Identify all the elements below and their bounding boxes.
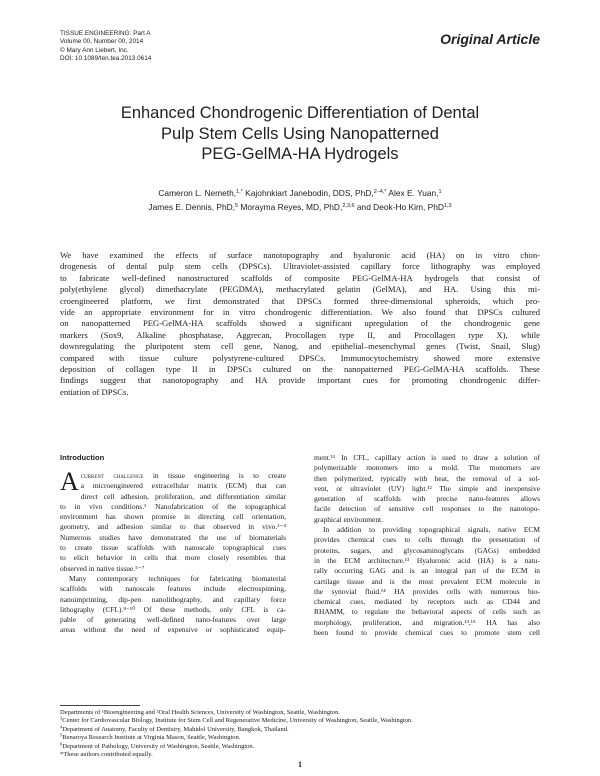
abstract-line: poly(ethylene glycol) dimethacrylate (PEGDMA), methacrylated gelatin (GelMA), and HA. Using this mi- (60, 284, 540, 295)
author-name: Cameron L. Nemeth, (158, 188, 237, 198)
body-line: chemical cues, mediated by receptors such as CD44 and (314, 597, 540, 607)
author-line (60, 200, 540, 214)
footnote-text: Benaroya Research Institute at Virginia Mason, Seattle, Washington. (62, 734, 241, 742)
body-line: RHAMM, to regulate the behavioral aspects of cells such as (314, 607, 540, 617)
body-line: direct cell adhesion, proliferation, and differentiation similar (80, 491, 286, 501)
footnote-text: Department of Pathology, University of Washington, Seattle, Washington. (62, 742, 255, 750)
body-line: geometry, and adhesion similar to that observed in vivo.²⁻⁴ (60, 522, 286, 532)
body-line: in the ECM architecture.¹³ Hyaluronic acid (HA) is a natu- (314, 555, 540, 565)
footnote (60, 751, 540, 759)
body-line: to elicit behavior in cells that more closely resembles that (60, 553, 286, 563)
abstract-line: compared with tissue culture polystyrene-cultured DPSCs. Immunocytochemistry showed more extensive (60, 352, 540, 363)
body-line: been found to provide chemical cues to promote stem cell (314, 628, 540, 638)
title-line: Enhanced Chondrogenic Differentiation of Dental (120, 104, 480, 122)
body-line: vent, or ultraviolet (UV) light.¹² The simple and inexpensive (314, 483, 540, 493)
abstract-line: findings suggest that nanotopography and HA provide important cues for promoting chondrogenic differ- (60, 375, 540, 386)
body-column-right (314, 453, 540, 638)
body-line: lithography (CFL).⁸⁻¹⁰ Of these methods, only CFL is ca- (60, 604, 286, 614)
body-line-text: in tissue engineering is to create (143, 471, 286, 480)
author-affiliation-mark: 1 (438, 189, 442, 195)
body-line: cartilage tissue and is the most prevalent ECM molecule in (314, 576, 540, 586)
body-line: areas without the need of expensive or sophisticated equip- (60, 625, 286, 635)
body-line: then polymerized, typically with heat, the removal of a sol- (314, 473, 540, 483)
body-line: facile detection of sensitive cell responses to the nanotopo- (314, 504, 540, 514)
body-line: pable of generating well-defined nano-features over large (60, 615, 286, 625)
body-line: rally occurring GAG and is an integral part of the ECM in (314, 566, 540, 576)
body-line: nanoimprinting, dip-pen nanolithography, and capillary force (60, 594, 286, 604)
author-name: Kajohnkiart Janebodin, DDS, PhD, (242, 188, 374, 198)
body-line: environment has shown promise in directing cell orientation, (60, 512, 286, 522)
author-name: James E. Dennis, PhD, (148, 202, 235, 212)
journal-doi: DOI: 10.1089/ten.tea.2013.0614 (60, 54, 152, 62)
journal-volume: Volume 00, Number 00, 2014 (60, 38, 144, 46)
body-line: morphology, proliferation, and migration.¹³,¹⁵ HA has also (314, 617, 540, 627)
body-line: to create tissue scaffolds with nanoscale topographical cues (60, 543, 286, 553)
footnote-mark: 6 (60, 741, 63, 747)
body-line: graphical environment. (314, 514, 383, 524)
footnote-mark: * (60, 751, 64, 759)
abstract-line: croengineered platform, we first demonstrated that DPSCs formed three-dimensional spheroids, which pro- (60, 295, 540, 306)
abstract-line: We have examined the effects of surface nanotopography and hyaluronic acid (HA) on in vitro chon- (60, 250, 540, 260)
author-list (60, 186, 540, 214)
page-number: 1 (298, 760, 302, 769)
author-affiliation-mark: 1,3 (443, 203, 452, 209)
body-line (81, 471, 286, 481)
footnote (60, 734, 540, 742)
article-title (60, 103, 540, 165)
footnote-text: Department of Anatomy, Faculty of Dentistry, Mahidol University, Bangkok, Thailand. (62, 725, 289, 733)
abstract (60, 250, 540, 398)
footnote (60, 726, 540, 734)
small-caps-lead: current challenge (80, 471, 144, 480)
abstract-line: downregulating the pluripotent stem cell gene, Nanog, and epithelial–mesenchymal genes (Twist, Snail, Slug) (60, 341, 540, 352)
footnote-text: Center for Cardiovascular Biology, Institute for Stem Cell and Regenerative Medicine, University of Washington, Seattle, Washington. (62, 717, 413, 725)
body-line: polymerizable monomers into a mold. The monomers are (314, 463, 540, 473)
author-affiliation-mark: 5 (235, 203, 239, 209)
author-name: Morayma Reyes, MD, PhD, (238, 202, 343, 212)
journal-name: TISSUE ENGINEERING: Part A (60, 30, 151, 37)
footnote-mark: 3 (60, 715, 63, 721)
footnote (60, 717, 540, 725)
abstract-line: entiation of DPSCs. (60, 386, 129, 397)
abstract-line: on nanopatterned PEG-GelMA-HA scaffolds showed a significant upregulation of the chondrogenic gene (60, 318, 540, 329)
title-line: PEG-GelMA-HA Hydrogels (201, 145, 399, 163)
body-line: scaffolds with nanoscale features include electrospinning, (60, 584, 286, 594)
body-line: provides chemical cues to cells through the presentation of (314, 535, 540, 545)
body-line: ment.¹¹ In CFL, capillary action is used to draw a solution of (314, 453, 540, 462)
abstract-line: vide an appropriate environment for in vitro chondrogenic differentiation. We also found that DPSCs cultured (60, 307, 540, 318)
author-affiliation-mark: 1,* (236, 189, 243, 195)
author-name: Alex E. Yuan, (386, 188, 439, 198)
footnote-divider (60, 705, 140, 706)
body-column-left (60, 453, 286, 636)
footnote-mark: 4 (60, 724, 63, 730)
body-line: a microengineered extracellular matrix (ECM) that can (80, 481, 286, 491)
author-line (60, 186, 540, 200)
body-line: proteins, sugars, and glycosaminoglycans (GAGs) embedded (314, 545, 540, 555)
abstract-line: deposition of collagen type II in DPSCs cultured on the nanopatterned PEG-GelMA-HA scaffolds. These (60, 364, 540, 375)
affiliation-footnotes (60, 709, 540, 759)
body-line: the synovial fluid.¹⁴ HA provides cells with numerous bio- (314, 586, 540, 596)
abstract-line: drogenesis of dental pulp stem cells (DPSCs). Ultraviolet-assisted capillary force lithography was employed (60, 261, 540, 272)
body-line: In addition to providing topographical signals, native ECM (323, 525, 540, 535)
body-line: to in vivo conditions.¹ Nanofabrication of the topographical (60, 501, 286, 511)
footnote-text: These authors contributed equally. (63, 751, 153, 759)
abstract-line: markers (Sox9, Alkaline phosphatase, Aggrecan, Procollagen type II, and Procollagen type X), while (60, 329, 540, 340)
footnote (60, 743, 540, 751)
body-line: Numerous studies have demonstrated the use of biomaterials (60, 532, 286, 542)
body-line: Many contemporary techniques for fabricating biomaterial (69, 573, 286, 583)
footnote-text: Departments of ¹Bioengineering and ²Oral Health Sciences, University of Washington, Seattle, Washington. (60, 709, 341, 716)
section-heading-introduction: Introduction (60, 453, 105, 462)
author-affiliation-mark: 2,3,6 (342, 203, 355, 209)
journal-copyright: © Mary Ann Liebert, Inc. (60, 46, 129, 54)
author-name: and Deok-Ho Kim, PhD (354, 202, 444, 212)
journal-metadata (60, 30, 151, 63)
body-line: observed in native tissue.⁵⁻⁷ (60, 563, 145, 573)
drop-cap: A (60, 467, 79, 496)
article-type-label: Original Article (440, 31, 540, 47)
body-line: generation of scaffolds with precise nano-features allows (314, 494, 540, 504)
abstract-line: to fabricate well-defined nanostructured scaffolds of composite PEG-GelMA-HA hydrogels that consist of (60, 272, 540, 283)
title-line: Pulp Stem Cells Using Nanopatterned (161, 124, 439, 143)
footnote-mark: 5 (60, 732, 63, 738)
author-affiliation-mark: 2–4,* (373, 189, 387, 195)
